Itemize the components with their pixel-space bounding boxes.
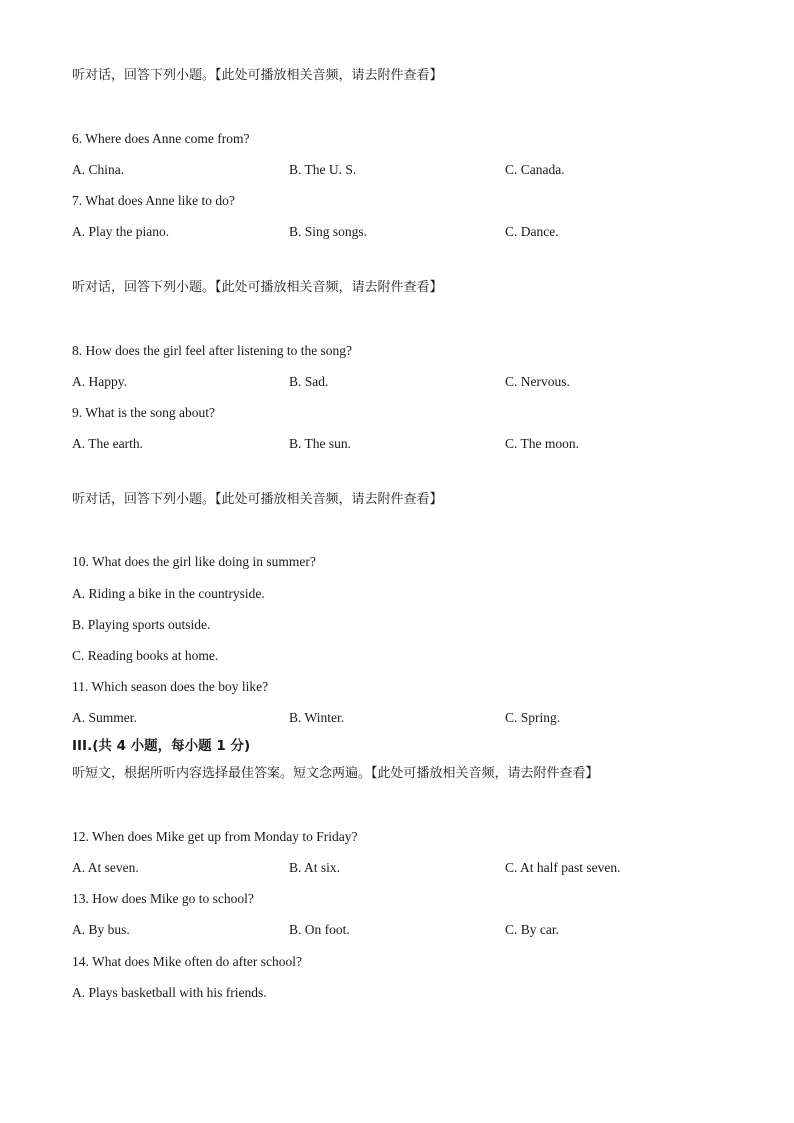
section-instruction: 听对话，回答下列小题。【此处可播放相关音频，请去附件查看】 <box>72 280 443 295</box>
option-13a[interactable]: A. By bus. <box>72 922 130 937</box>
option-12c[interactable]: C. At half past seven. <box>505 860 621 875</box>
option-6a[interactable]: A. China. <box>72 162 125 177</box>
option-7b[interactable]: B. Sing songs. <box>289 224 368 239</box>
section-instruction: 听对话，回答下列小题。【此处可播放相关音频，请去附件查看】 <box>72 68 443 83</box>
option-12b[interactable]: B. At six. <box>289 860 341 875</box>
option-13b[interactable]: B. On foot. <box>289 922 350 937</box>
question-14: 14. What does Mike often do after school? <box>72 954 302 969</box>
option-7a[interactable]: A. Play the piano. <box>72 224 170 239</box>
option-8c[interactable]: C. Nervous. <box>505 374 570 389</box>
question-9: 9. What is the song about? <box>72 405 215 420</box>
option-8b[interactable]: B. Sad. <box>289 374 329 389</box>
option-11c[interactable]: C. Spring. <box>505 710 561 725</box>
option-9a[interactable]: A. The earth. <box>72 436 143 451</box>
question-11: 11. Which season does the boy like? <box>72 679 269 694</box>
option-11b[interactable]: B. Winter. <box>289 710 345 725</box>
question-13: 13. How does Mike go to school? <box>72 891 254 906</box>
option-9b[interactable]: B. The sun. <box>289 436 352 451</box>
section-instruction: 听对话，回答下列小题。【此处可播放相关音频，请去附件查看】 <box>72 492 443 507</box>
question-10: 10. What does the girl like doing in summer? <box>72 554 316 569</box>
option-11a[interactable]: A. Summer. <box>72 710 137 725</box>
option-6c[interactable]: C. Canada. <box>505 162 565 177</box>
question-8: 8. How does the girl feel after listening to the song? <box>72 343 353 358</box>
option-10c[interactable]: C. Reading books at home. <box>72 648 219 663</box>
option-7c[interactable]: C. Dance. <box>505 224 559 239</box>
option-8a[interactable]: A. Happy. <box>72 374 127 389</box>
option-10a[interactable]: A. Riding a bike in the countryside. <box>72 586 265 601</box>
option-14a[interactable]: A. Plays basketball with his friends. <box>72 985 267 1000</box>
option-12a[interactable]: A. At seven. <box>72 860 139 875</box>
part-instruction: 听短文，根据所听内容选择最佳答案。短文念两遍。【此处可播放相关音频，请去附件查看】 <box>72 766 599 781</box>
option-10b[interactable]: B. Playing sports outside. <box>72 617 211 632</box>
option-13c[interactable]: C. By car. <box>505 922 559 937</box>
part-heading: III.(共 4 小题，每小题 1 分) <box>72 738 251 754</box>
question-6: 6. Where does Anne come from? <box>72 131 250 146</box>
option-6b[interactable]: B. The U. S. <box>289 162 357 177</box>
question-7: 7. What does Anne like to do? <box>72 193 235 208</box>
question-12: 12. When does Mike get up from Monday to Friday? <box>72 829 358 844</box>
option-9c[interactable]: C. The moon. <box>505 436 579 451</box>
